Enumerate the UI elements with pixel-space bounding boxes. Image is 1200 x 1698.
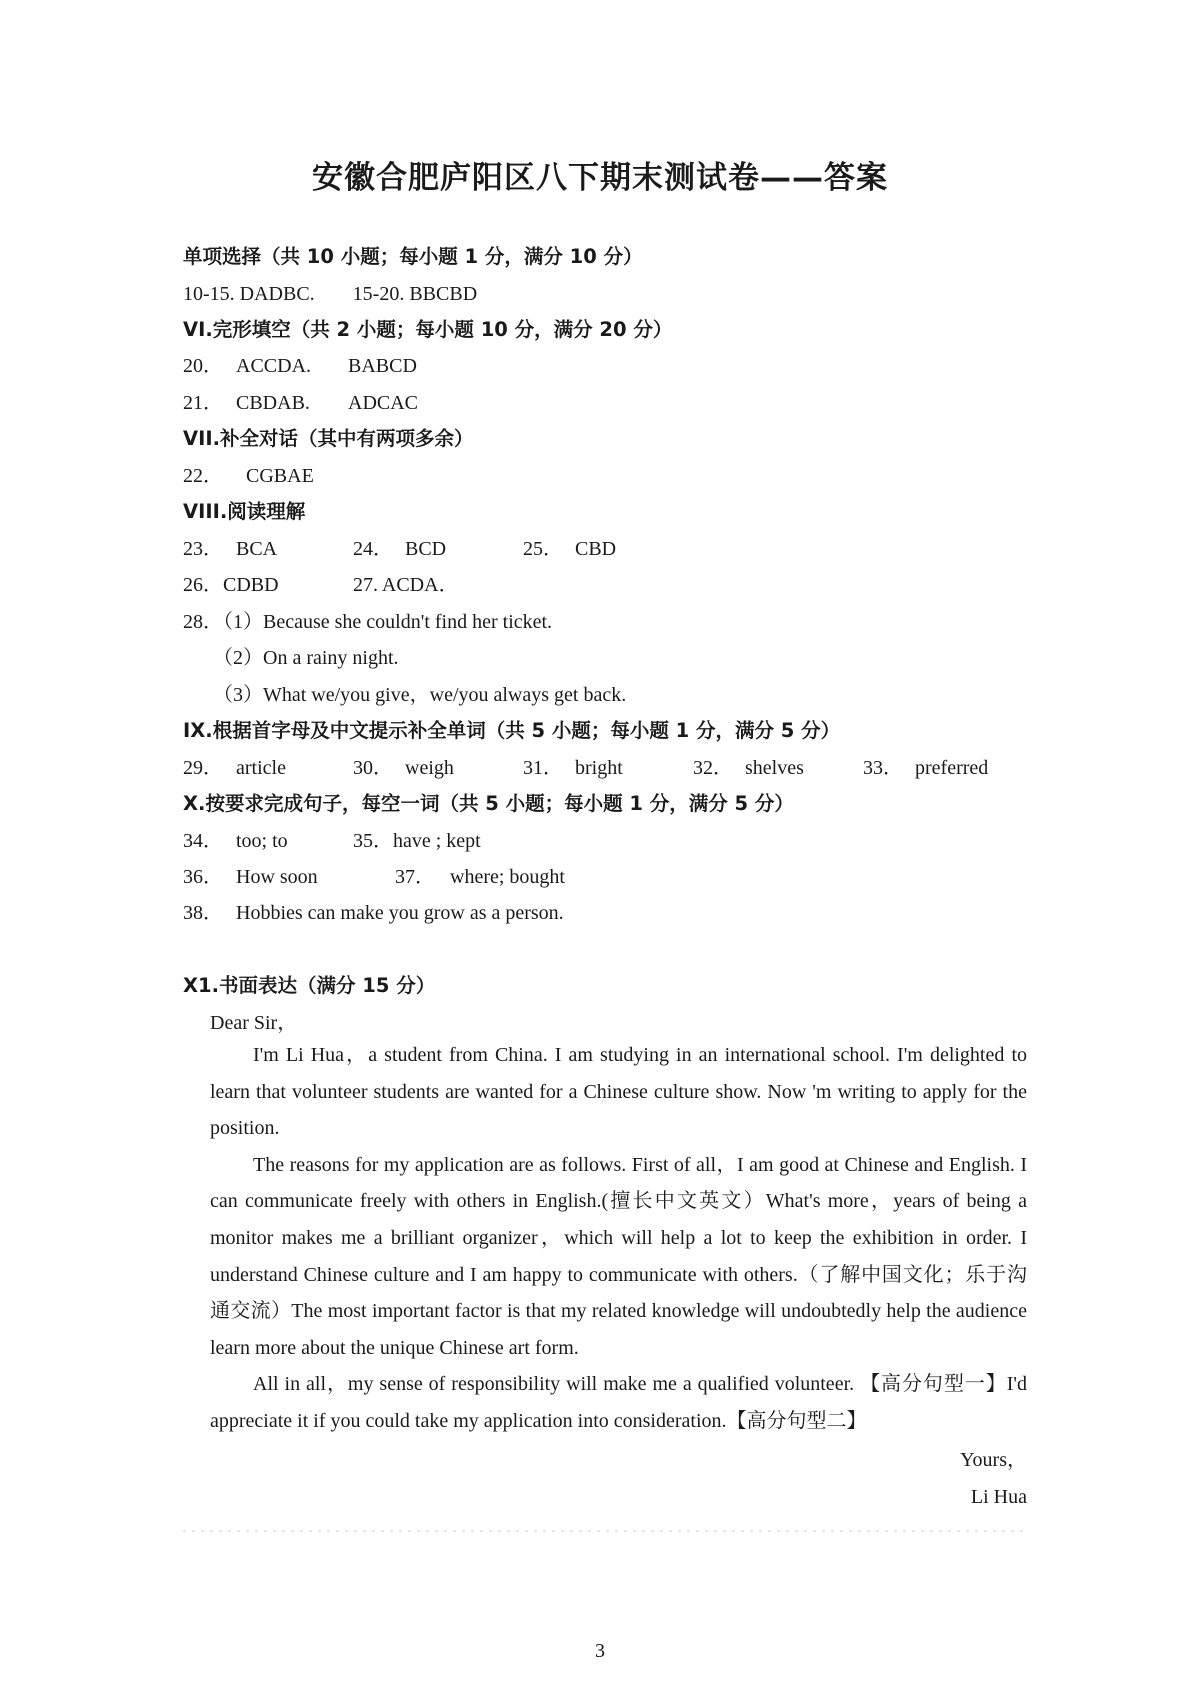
letter-greeting: Dear Sir， [210,1012,298,1034]
letter-paragraph: All in all，my sense of responsibility will make me a qualified volunteer. 【高分句型一】I'd appreciate it if you could take my application into consideration.【高分句型二】 [210,1373,1027,1432]
answer-text: 10-15. DADBC. [183,283,315,305]
answer-text: Hobbies can make you grow as a person. [236,902,564,924]
question-number: 36． [183,866,223,888]
question-number: 25． [523,538,563,560]
section-heading-sentence-completion: X.按要求完成句子，每空一词（共 5 小题；每小题 1 分，满分 5 分） [183,792,794,815]
question-number: 32． [693,757,733,779]
letter-closing: Yours， [960,1449,1027,1471]
answer-text: shelves [745,757,804,779]
answer-text: BCD [405,538,447,560]
scan-artifact-line [183,1530,1028,1532]
question-number: 21． [183,392,223,414]
page-number: 3 [595,1640,605,1662]
answer-text: 26．CDBD [183,574,279,596]
answer-line: （3）What we/you give，we/you always get back. [213,684,627,706]
answer-text: bright [575,757,623,779]
page-title: 安徽合肥庐阳区八下期末测试卷——答案 [312,160,888,196]
section-heading-word-completion: IX.根据首字母及中文提示补全单词（共 5 小题；每小题 1 分，满分 5 分） [183,719,841,742]
answer-text: 15-20. BBCBD [352,283,478,305]
answer-line: 28．（1）Because she couldn't find her ticket. [183,611,553,633]
question-number: 29． [183,757,223,779]
section-heading-writing: X1.书面表达（满分 15 分） [183,974,436,997]
letter-paragraph: I'm Li Hua，a student from China. I am studying in an international school. I'm delighted to learn that volunteer students are wanted for a Chinese culture show. Now 'm writing to apply for the position. [210,1044,1027,1140]
letter-paragraph: The reasons for my application are as follows. First of all，I am good at Chinese and English. I can communicate freely with others in English.(擅长中文英文）What's more，years of being a monitor makes me a brilliant organizer，which will help a lot to keep the exhibition in order. I understand Chinese culture and I am happy to communicate with others.（了解中国文化；乐于沟通交流）The most important factor is that my related knowledge will undoubtedly help the audience learn more about the unique Chinese art form. [210,1153,1027,1359]
question-number: 38． [183,902,223,924]
answer-text: 35．have ; kept [353,830,481,852]
question-number: 23． [183,538,223,560]
question-number: 24． [353,538,393,560]
answer-text: too; to [236,830,288,852]
answer-text: ACCDA. [236,355,312,377]
letter-body [210,1037,1027,1440]
answer-line [183,281,477,307]
answer-text: CBDAB. [236,392,310,414]
section-heading-single-choice: 单项选择（共 10 小题；每小题 1 分，满分 10 分） [183,245,643,268]
section-heading-cloze: VI.完形填空（共 2 小题；每小题 10 分，满分 20 分） [183,318,673,341]
answer-text: article [236,757,286,779]
question-number: 37． [395,866,435,888]
answer-text: weigh [405,757,454,779]
answer-text: How soon [236,866,318,888]
question-number: 20． [183,355,223,377]
answer-line: （2）On a rainy night. [213,647,399,669]
answer-text: ADCAC [348,392,419,414]
answer-text: BCA [236,538,278,560]
answer-text: 27. ACDA． [353,574,459,596]
section-heading-dialogue: VII.补全对话（其中有两项多余） [183,427,474,450]
question-number: 31． [523,757,563,779]
question-number: 34． [183,830,223,852]
answer-text: CBD [575,538,617,560]
question-number: 33． [863,757,903,779]
answer-text: preferred [915,757,989,779]
section-heading-reading: VIII.阅读理解 [183,500,306,523]
question-number: 30． [353,757,393,779]
answer-text: BABCD [348,355,417,377]
answer-text: where; bought [450,866,565,888]
letter-signature: Li Hua [970,1486,1027,1508]
answer-text: CGBAE [246,465,314,487]
question-number: 22． [183,465,223,487]
